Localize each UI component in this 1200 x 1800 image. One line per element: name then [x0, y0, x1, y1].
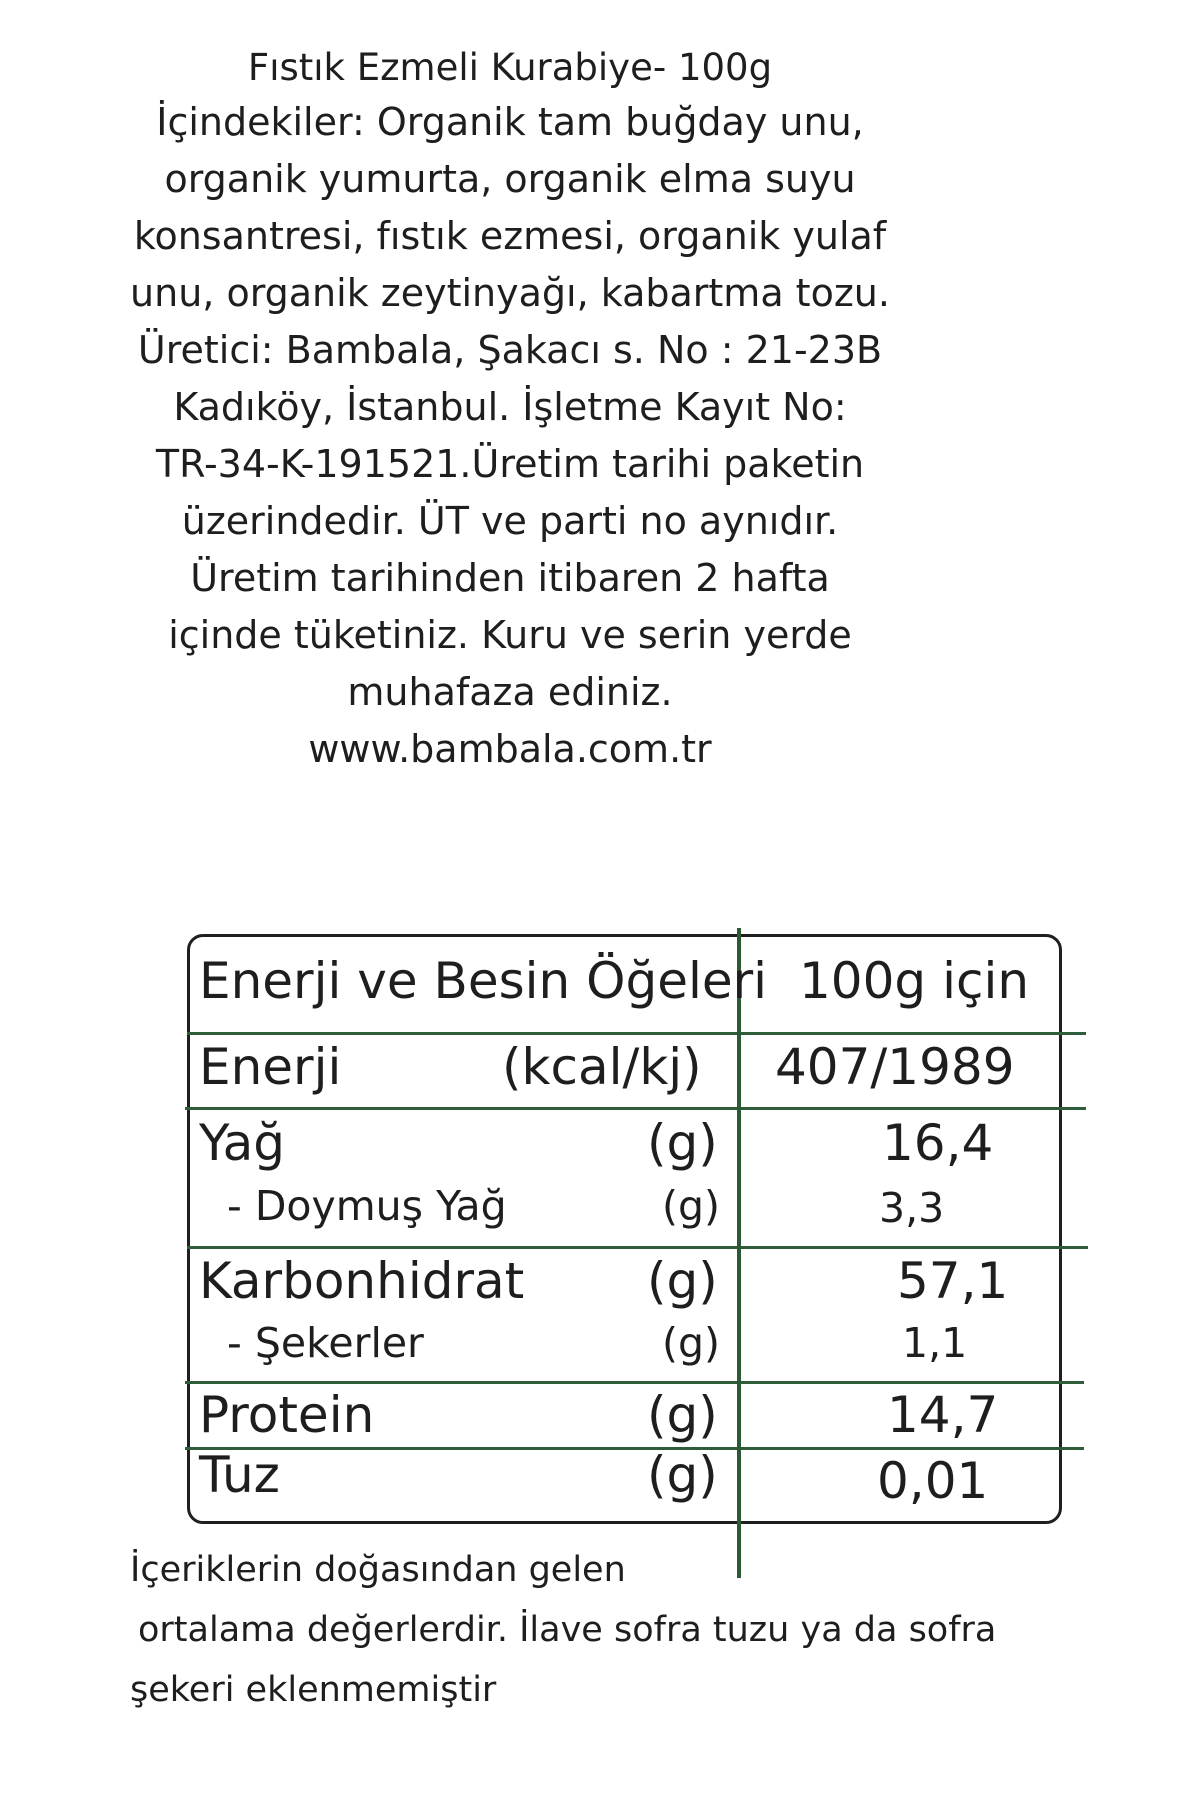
row-name-energy: Enerji — [199, 1038, 342, 1096]
footnote-line: İçeriklerin doğasından gelen — [130, 1550, 626, 1590]
row-name-saturated-fat: - Doymuş Yağ — [227, 1182, 507, 1230]
footnote-line: şekeri eklenmemiştir — [130, 1670, 497, 1710]
row-unit-sugars: (g) — [662, 1319, 721, 1367]
producer-line: Kadıköy, İstanbul. İşletme Kayıt No: — [173, 385, 847, 429]
row-name-salt: Tuz — [199, 1446, 280, 1504]
row-name-carbohydrate: Karbonhidrat — [199, 1252, 525, 1310]
storage-line: içinde tüketiniz. Kuru ve serin yerde — [168, 613, 852, 657]
row-value-fat: 16,4 — [882, 1114, 994, 1172]
row-name-sugars: - Şekerler — [227, 1319, 424, 1367]
row-divider — [185, 1381, 1084, 1384]
table-header-value: 100g için — [799, 952, 1030, 1010]
row-name-protein: Protein — [199, 1386, 375, 1444]
column-divider — [737, 928, 741, 1578]
nutrition-table — [187, 934, 1062, 1524]
registration-line: TR-34-K-191521.Üretim tarihi paketin — [155, 442, 865, 486]
row-value-energy: 407/1989 — [775, 1038, 1015, 1096]
row-unit-fat: (g) — [647, 1114, 718, 1172]
footnote — [130, 1540, 1130, 1720]
row-unit-saturated-fat: (g) — [662, 1182, 721, 1230]
row-unit-salt: (g) — [647, 1446, 718, 1504]
row-divider — [185, 1107, 1086, 1110]
product-title: Fıstık Ezmeli Kurabiye- 100g — [247, 46, 773, 89]
row-divider — [187, 1246, 1088, 1249]
row-divider — [185, 1447, 1084, 1450]
ingredients-line: unu, organik zeytinyağı, kabartma tozu. — [130, 271, 890, 315]
production-date-line: üzerindedir. ÜT ve parti no aynıdır. — [181, 499, 839, 543]
website-link[interactable]: www.bambala.com.tr — [308, 727, 712, 771]
storage-line: muhafaza ediniz. — [347, 670, 673, 714]
row-divider — [187, 1032, 1086, 1035]
row-value-protein: 14,7 — [887, 1386, 999, 1444]
footnote-line: ortalama değerlerdir. İlave sofra tuzu ya da sofra — [138, 1610, 997, 1650]
row-name-fat: Yağ — [199, 1114, 286, 1172]
row-value-sugars: 1,1 — [902, 1319, 968, 1367]
table-header-label: Enerji ve Besin Öğeleri — [199, 952, 768, 1010]
row-unit-energy: (kcal/kj) — [502, 1038, 702, 1096]
row-unit-carbohydrate: (g) — [647, 1252, 718, 1310]
row-value-carbohydrate: 57,1 — [897, 1252, 1009, 1310]
ingredient-label — [60, 42, 960, 778]
row-value-saturated-fat: 3,3 — [879, 1184, 945, 1232]
storage-line: Üretim tarihinden itibaren 2 hafta — [190, 556, 830, 600]
row-unit-protein: (g) — [647, 1386, 718, 1444]
ingredients-line: organik yumurta, organik elma suyu — [164, 157, 856, 201]
ingredients-line: konsantresi, fıstık ezmesi, organik yulaf — [133, 214, 887, 258]
row-value-salt: 0,01 — [877, 1452, 989, 1510]
ingredients-line: İçindekiler: Organik tam buğday unu, — [156, 100, 864, 144]
producer-line: Üretici: Bambala, Şakacı s. No : 21-23B — [137, 328, 883, 372]
